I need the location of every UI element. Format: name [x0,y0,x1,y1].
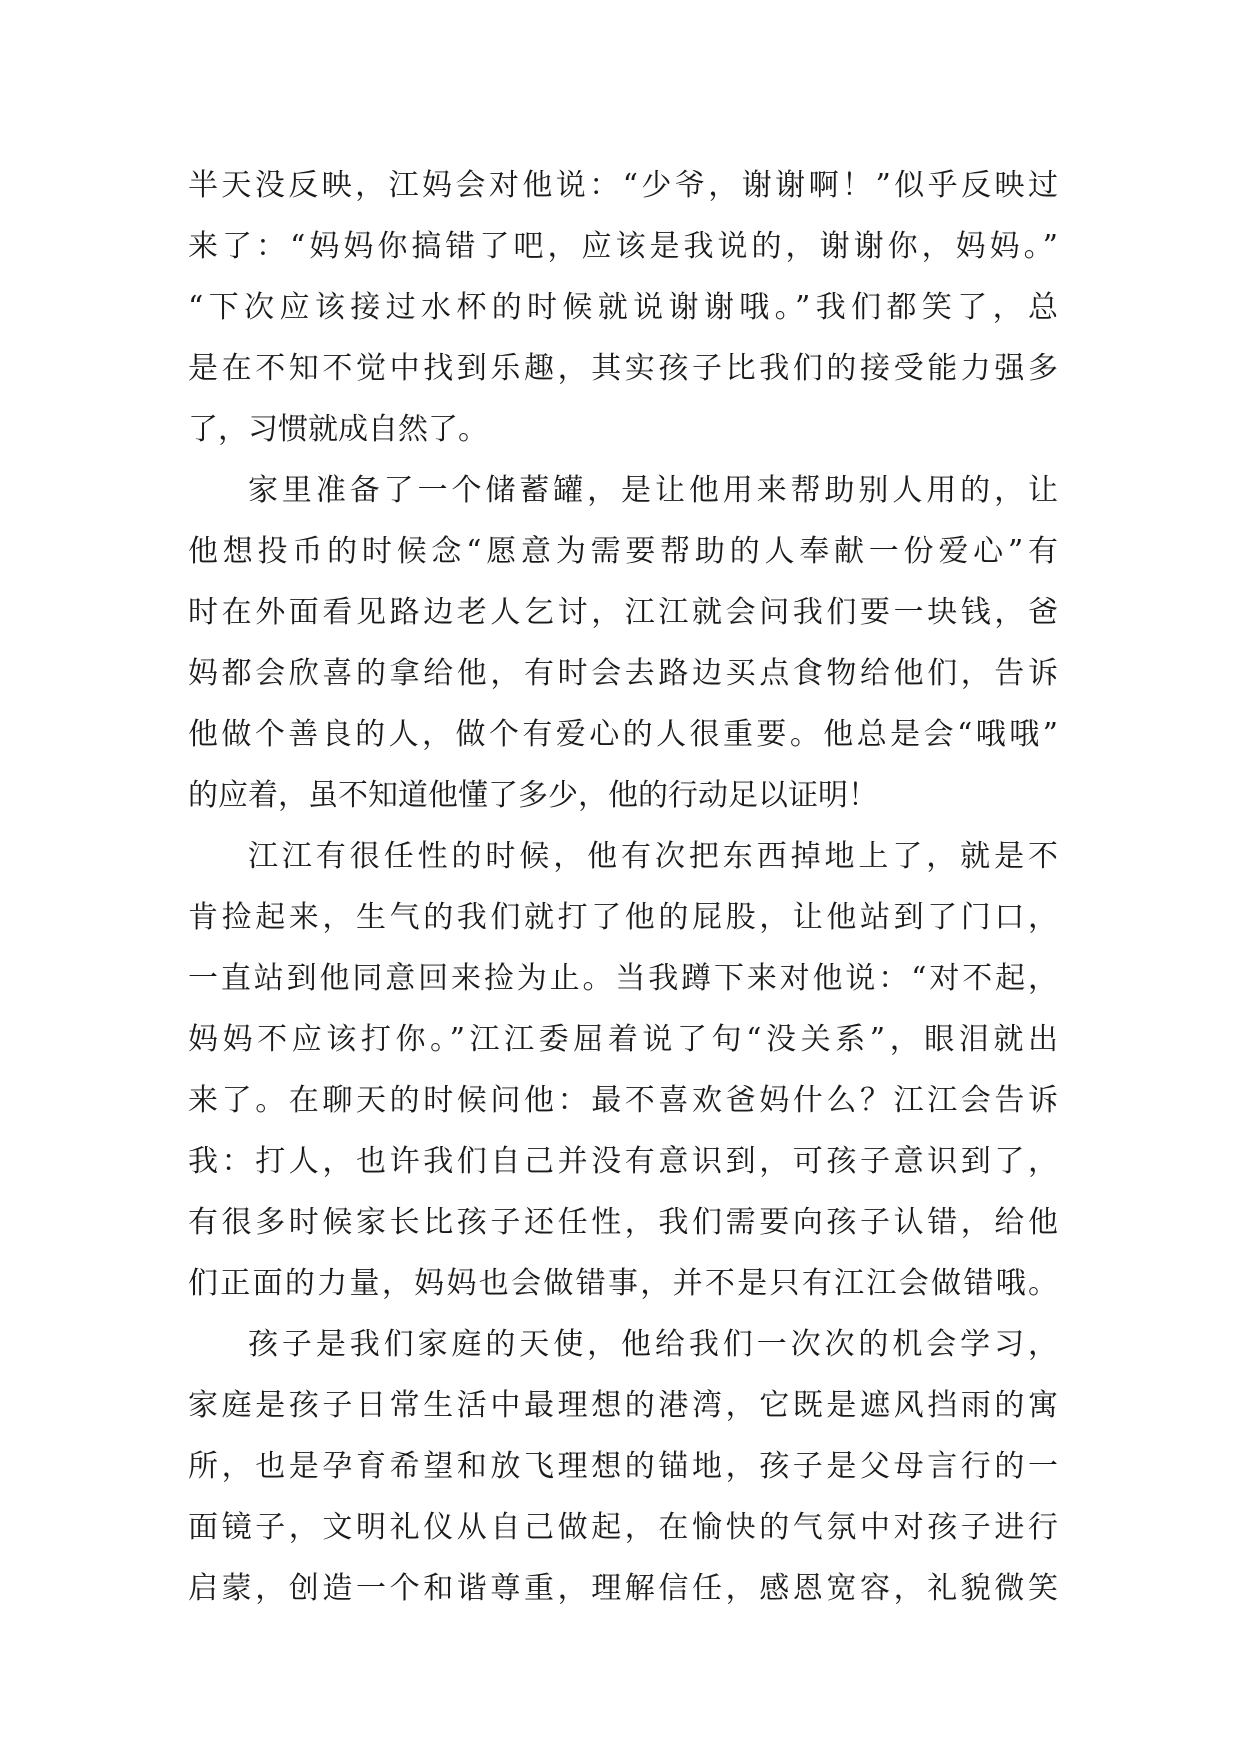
text-line: 一直站到他同意回来捡为止。当我蹲下来对他说：“对不起， [188,961,1058,996]
paragraph [188,1314,1058,1619]
text-line: 面镜子，文明礼仪从自己做起，在愉快的气氛中对孩子进行 [188,1510,1058,1545]
text-line: “下次应该接过水杯的时候就说谢谢哦。”我们都笑了，总 [188,290,1058,325]
text-line: 所，也是孕育希望和放飞理想的锚地，孩子是父母言行的一 [188,1449,1058,1484]
text-line: 他做个善良的人，做个有爱心的人很重要。他总是会“哦哦” [188,717,1058,752]
paragraph [188,155,1058,460]
text-line: 们正面的力量，妈妈也会做错事，并不是只有江江会做错哦。 [188,1266,1058,1301]
text-line: 来了：“妈妈你搞错了吧，应该是我说的，谢谢你，妈妈。” [188,229,1058,264]
text-line: 是在不知不觉中找到乐趣，其实孩子比我们的接受能力强多 [188,351,1058,386]
paragraph [188,826,1058,1314]
text-line: 江江有很任性的时候，他有次把东西掉地上了，就是不 [248,839,1058,874]
text-line: 了，习惯就成自然了。 [188,412,488,447]
text-line: 肯捡起来，生气的我们就打了他的屁股，让他站到了门口， [188,900,1058,935]
text-line: 时在外面看见路边老人乞讨，江江就会问我们要一块钱，爸 [188,595,1058,630]
text-line: 妈妈不应该打你。”江江委屈着说了句“没关系”，眼泪就出 [188,1022,1058,1057]
text-line: 半天没反映，江妈会对他说：“少爷，谢谢啊！”似乎反映过 [188,168,1058,203]
text-line: 的应着，虽不知道他懂了多少，他的行动足以证明！ [188,778,878,813]
text-line: 孩子是我们家庭的天使，他给我们一次次的机会学习， [248,1327,1058,1362]
text-line: 启蒙，创造一个和谐尊重，理解信任，感恩宽容，礼貌微笑 [188,1571,1058,1606]
text-line: 他想投币的时候念“愿意为需要帮助的人奉献一份爱心”有 [188,534,1058,569]
text-line: 家庭是孩子日常生活中最理想的港湾，它既是遮风挡雨的寓 [188,1388,1058,1423]
body-text [188,155,1058,1619]
text-line: 来了。在聊天的时候问他：最不喜欢爸妈什么？江江会告诉 [188,1083,1058,1118]
paragraph [188,460,1058,826]
text-line: 有很多时候家长比孩子还任性，我们需要向孩子认错，给他 [188,1205,1058,1240]
text-line: 妈都会欣喜的拿给他，有时会去路边买点食物给他们，告诉 [188,656,1058,691]
text-line: 家里准备了一个储蓄罐，是让他用来帮助别人用的，让 [248,473,1058,508]
text-line: 我：打人，也许我们自己并没有意识到，可孩子意识到了， [188,1144,1058,1179]
